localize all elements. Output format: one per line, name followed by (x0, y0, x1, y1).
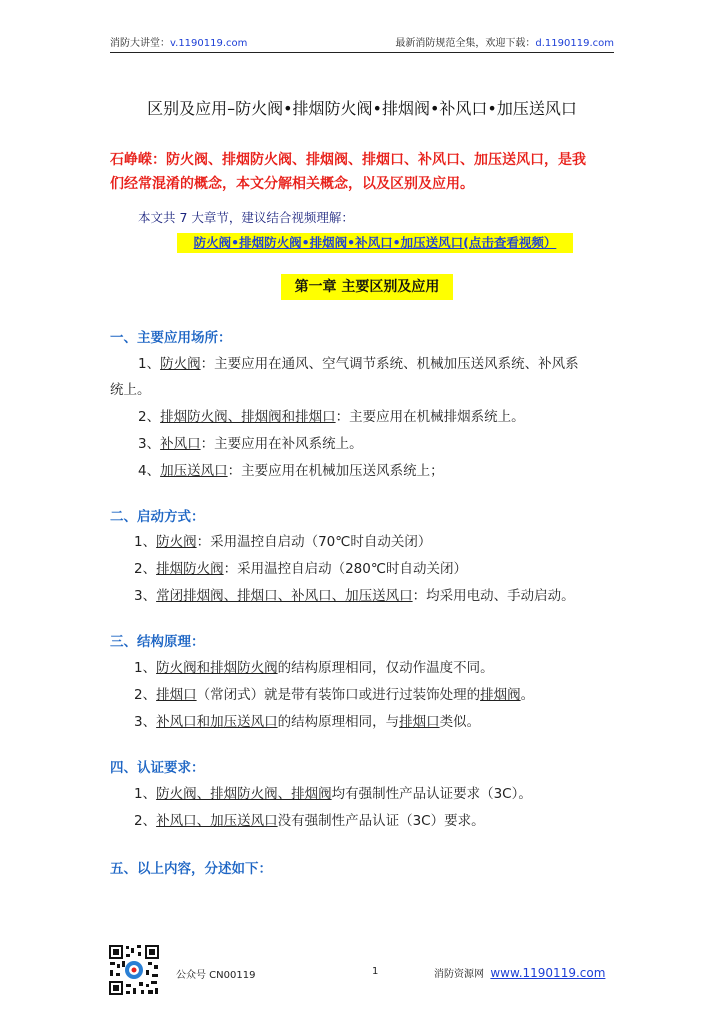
item-text: ：采用温控自启动（70℃时自动关闭） (196, 534, 432, 550)
header-right-text: 最新消防规范全集，欢迎下载： (395, 38, 536, 49)
item-text: ：主要应用在补风系统上。 (200, 436, 363, 452)
s3-item-3 (134, 710, 480, 730)
header-right (395, 34, 614, 49)
item-number: 1、 (134, 660, 157, 676)
item-number: 2、 (138, 409, 161, 425)
item-term: 排烟防火阀、排烟阀和排烟口 (160, 409, 336, 425)
s2-item-3 (134, 584, 575, 604)
s3-item-2 (134, 683, 534, 703)
item-term-2: 排烟阀 (480, 687, 521, 703)
qr-code-icon (108, 944, 160, 996)
item-term: 排烟口 (156, 687, 197, 703)
header-divider (110, 52, 614, 53)
item-number: 2、 (134, 687, 157, 703)
item-number: 4、 (138, 463, 161, 479)
item-text: ：均采用电动、手动启动。 (412, 588, 575, 604)
item-number: 2、 (134, 813, 157, 829)
item-text: ：主要应用在通风、空气调节系统、机械加压送风系统、补风系 (200, 356, 579, 372)
section-1-heading: 一、主要应用场所： (110, 330, 232, 346)
section-5-heading: 五、以上内容，分述如下： (110, 861, 272, 877)
item-term: 补风口、加压送风口 (156, 813, 278, 829)
intro-line-1: 石峥嵘：防火阀、排烟防火阀、排烟阀、排烟口、补风口、加压送风口，是我 (110, 152, 586, 168)
item-term: 防火阀 (160, 356, 201, 372)
item-text: 没有强制性产品认证（3C）要求。 (277, 813, 485, 829)
item-number: 1、 (134, 786, 157, 802)
s1-item-4 (138, 459, 444, 479)
item-number: 3、 (134, 714, 157, 730)
video-link[interactable]: 防火阀•排烟防火阀•排烟阀•补风口•加压送风口(点击查看视频） (177, 233, 573, 253)
page-header (110, 34, 614, 50)
item-term: 防火阀和排烟防火阀 (156, 660, 278, 676)
footer-page-number: 1 (372, 966, 379, 977)
item-term-2: 排烟口 (399, 714, 440, 730)
intro-line-2: 们经常混淆的概念，本文分解相关概念，以及区别及应用。 (110, 176, 474, 192)
intro-paragraph (110, 148, 616, 196)
s1-item-2 (138, 405, 525, 425)
s4-item-1 (134, 782, 532, 802)
s1-item-1-wrap: 统上。 (110, 382, 151, 398)
s2-item-2 (134, 557, 467, 577)
item-number: 3、 (134, 588, 157, 604)
item-text: （常闭式）就是带有装饰口或进行过装饰处理的 (196, 687, 481, 703)
item-text: ：主要应用在机械排烟系统上。 (335, 409, 525, 425)
chapter-note: 本文共 7 大章节，建议结合视频理解： (138, 210, 354, 225)
item-text: 均有强制性产品认证要求（3C）。 (331, 786, 532, 802)
item-end: 类似。 (439, 714, 481, 730)
item-number: 2、 (134, 561, 157, 577)
item-term: 防火阀 (156, 534, 197, 550)
header-left (110, 34, 247, 49)
footer-site-label: 消防资源网 (434, 969, 484, 980)
s3-item-1 (134, 656, 494, 676)
header-left-link[interactable]: v.1190119.com (170, 38, 248, 49)
footer-site-link[interactable]: www.1190119.com (490, 966, 606, 980)
item-term: 常闭排烟阀、排烟口、补风口、加压送风口 (156, 588, 413, 604)
item-text: 的结构原理相同，仅动作温度不同。 (277, 660, 494, 676)
section-2-heading: 二、启动方式： (110, 509, 205, 525)
item-term: 补风口和加压送风口 (156, 714, 278, 730)
section-3-heading: 三、结构原理： (110, 634, 205, 650)
chapter-heading: 第一章 主要区别及应用 (281, 274, 453, 300)
s1-item-1 (138, 352, 579, 372)
item-number: 3、 (138, 436, 161, 452)
item-term: 防火阀、排烟防火阀、排烟阀 (156, 786, 332, 802)
item-term: 加压送风口 (160, 463, 228, 479)
item-end: 。 (520, 687, 535, 703)
item-term: 排烟防火阀 (156, 561, 224, 577)
section-4-heading: 四、认证要求： (110, 760, 205, 776)
item-text: 的结构原理相同，与 (277, 714, 400, 730)
footer-site (434, 965, 605, 980)
document-title: 区别及应用–防火阀•排烟防火阀•排烟阀•补风口•加压送风口 (147, 99, 577, 118)
item-text: ：主要应用在机械加压送风系统上； (227, 463, 444, 479)
footer-wechat: 公众号 CN00119 (176, 970, 256, 981)
header-left-text: 消防大讲堂： (110, 38, 170, 49)
s4-item-2 (134, 809, 485, 829)
item-term: 补风口 (160, 436, 201, 452)
s1-item-3 (138, 432, 363, 452)
item-number: 1、 (134, 534, 157, 550)
s2-item-1 (134, 530, 431, 550)
item-number: 1、 (138, 356, 161, 372)
item-text: ：采用温控自启动（280℃时自动关闭） (223, 561, 468, 577)
header-right-link[interactable]: d.1190119.com (535, 38, 614, 49)
